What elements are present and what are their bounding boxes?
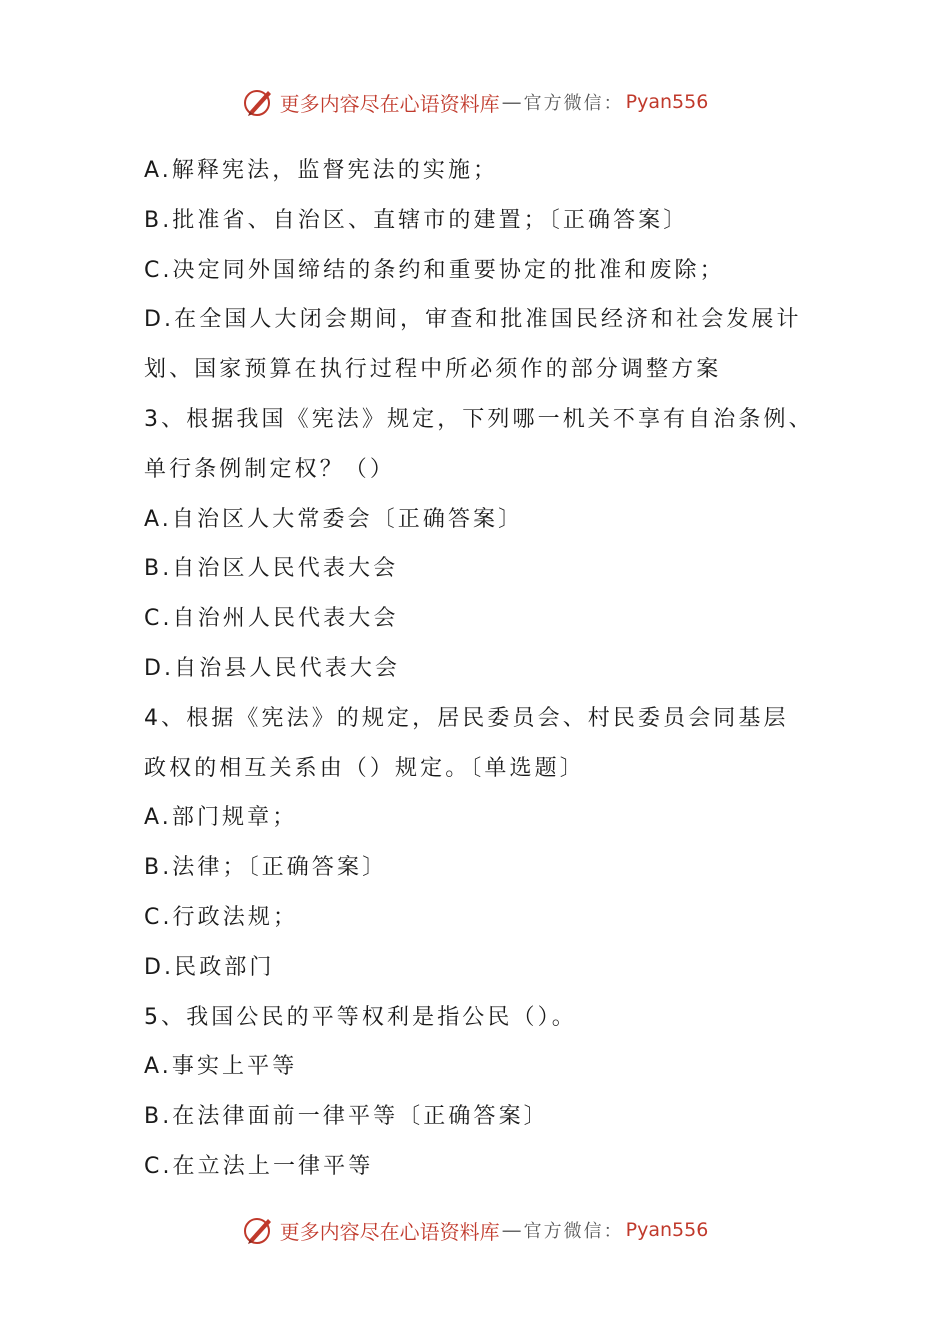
header-banner-dash: —	[501, 90, 522, 114]
header-banner	[0, 82, 950, 122]
footer-banner-id: Pyan556	[625, 1219, 709, 1241]
header-banner-label: 官方微信：	[523, 93, 624, 114]
question-5: 5、我国公民的平等权利是指公民（）。	[144, 1004, 577, 1030]
text-line: B.法律；〔正确答案〕	[144, 855, 388, 881]
text-line: D.在全国人大闭会期间，审查和批准国民经济和社会发展计	[144, 307, 802, 333]
text-line: A.解释宪法，监督宪法的实施；	[144, 158, 499, 183]
footer-banner-text: 更多内容尽在心语资料库	[279, 1219, 500, 1244]
pen-logo-icon	[242, 85, 276, 119]
text-line: B.自治区人民代表大会	[144, 556, 399, 582]
text-line: C.在立法上一律平等	[144, 1153, 374, 1179]
text-line: D.自治县人民代表大会	[144, 655, 401, 681]
text-line: C.行政法规；	[144, 904, 299, 930]
footer-banner	[0, 1210, 950, 1250]
text-line: A.部门规章；	[144, 805, 298, 831]
text-line: B.批准省、自治区、直辖市的建置；〔正确答案〕	[144, 207, 689, 233]
footer-banner-dash: —	[501, 1218, 522, 1242]
document-body	[144, 146, 844, 1192]
text-line: 单行条例制定权？（）	[144, 456, 396, 482]
text-line: 划、国家预算在执行过程中所必须作的部分调整方案	[144, 357, 722, 383]
question-3: 3、根据我国《宪法》规定，下列哪一机关不享有自治条例、	[144, 406, 814, 432]
text-line: 政权的相互关系由（）规定。〔单选题〕	[144, 755, 585, 781]
footer-banner-label: 官方微信：	[523, 1221, 624, 1242]
question-4: 4、根据《宪法》的规定，居民委员会、村民委员会同基层	[144, 705, 789, 731]
header-banner-text: 更多内容尽在心语资料库	[279, 91, 500, 116]
text-line: B.在法律面前一律平等〔正确答案〕	[144, 1104, 549, 1130]
header-banner-id: Pyan556	[625, 91, 709, 113]
text-line: D.民政部门	[144, 954, 275, 980]
text-line: A.自治区人大常委会〔正确答案〕	[144, 506, 524, 532]
pen-logo-icon	[242, 1213, 276, 1247]
text-line: C.决定同外国缔结的条约和重要协定的批准和废除；	[144, 257, 725, 283]
text-line: C.自治州人民代表大会	[144, 606, 399, 632]
text-line: A.事实上平等	[144, 1054, 298, 1080]
